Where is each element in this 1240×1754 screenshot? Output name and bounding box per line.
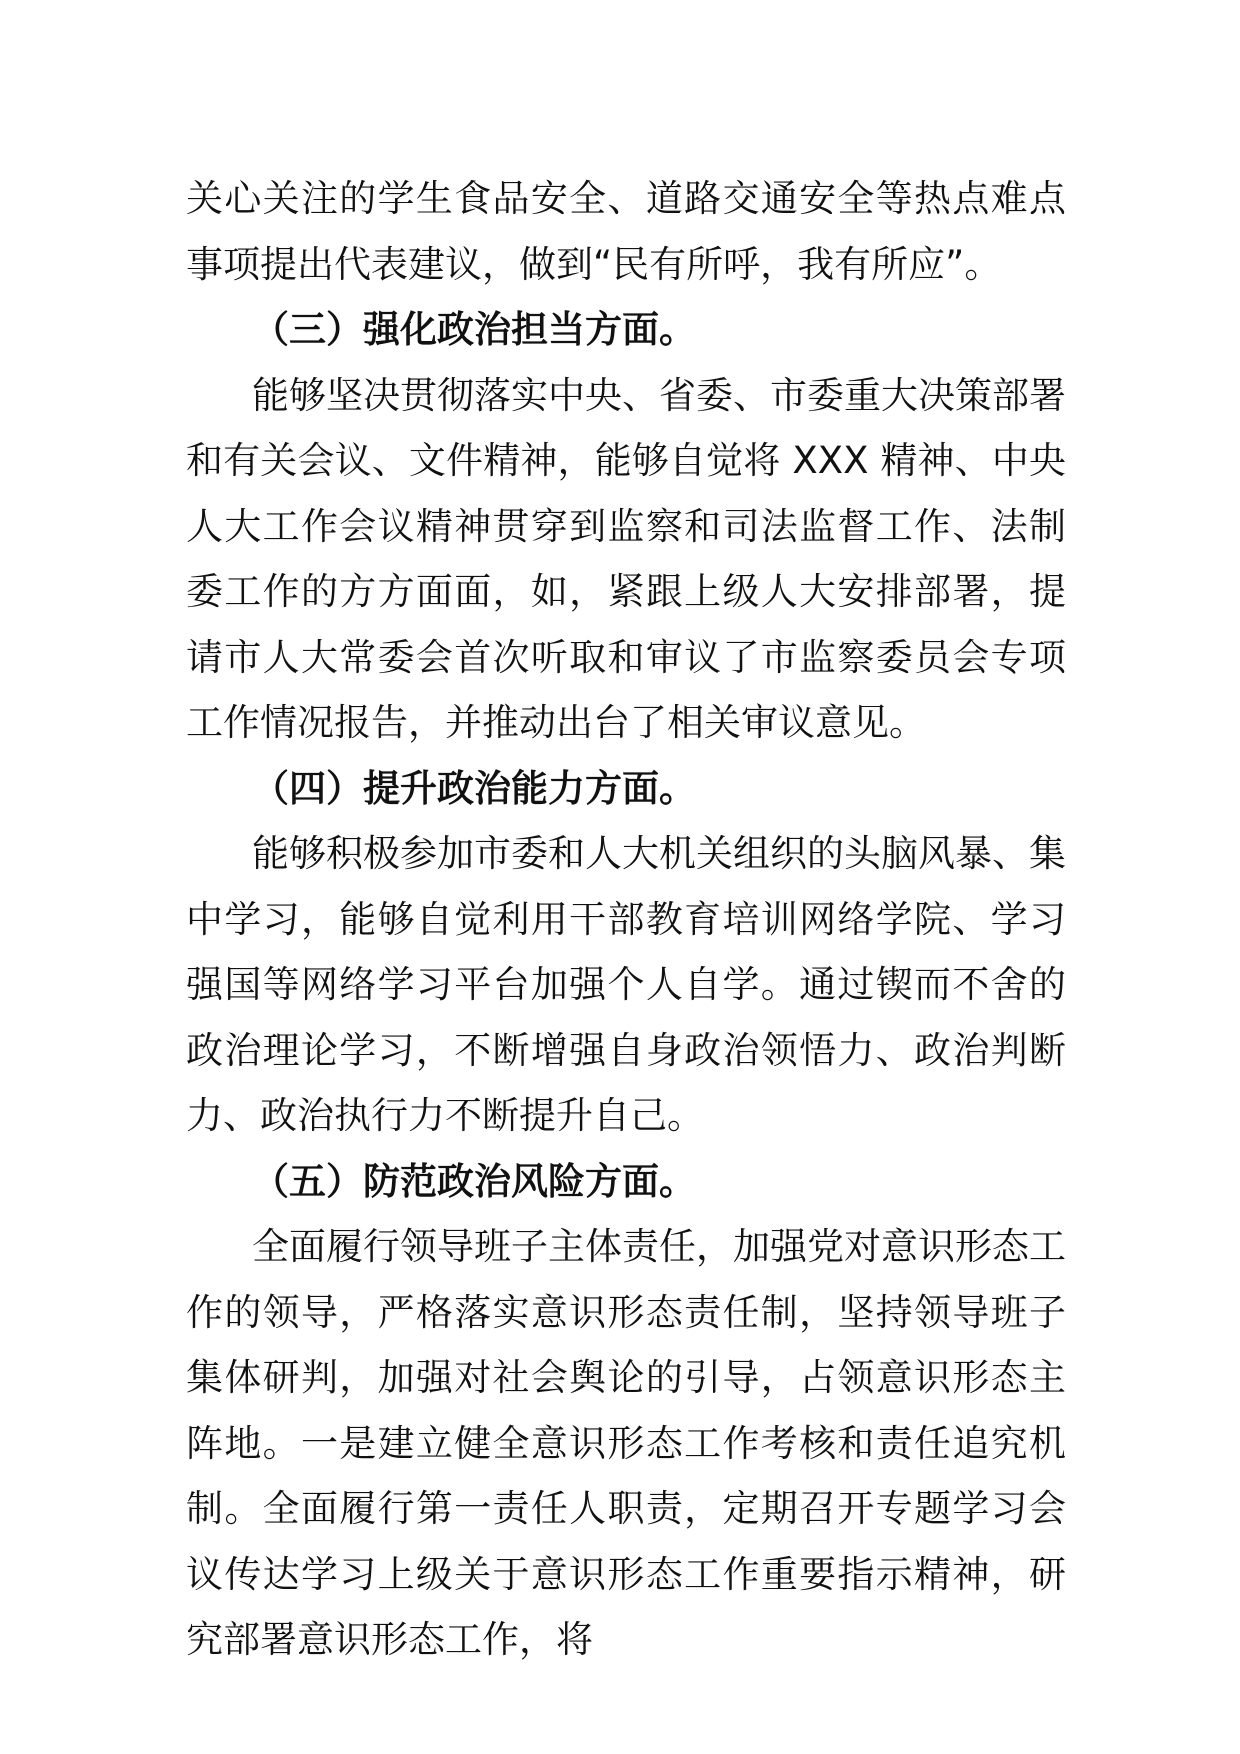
paragraph-political-ability: 能够积极参加市委和人大机关组织的头脑风暴、集中学习，能够自觉利用干部教育培训网络学院、学习强国等网络学习平台加强个人自学。通过锲而不舍的政治理论学习，不断增强自身政治领悟力、政治判断力、政治执行力不断提升自己。 — [186, 832, 1066, 1137]
section-heading-3: （三）强化政治担当方面。 — [252, 308, 696, 351]
paragraph-political-risk: 全面履行领导班子主体责任，加强党对意识形态工作的领导，严格落实意识形态责任制，坚持领导班子集体研判，加强对社会舆论的引导，占领意识形态主阵地。一是建立健全意识形态工作考核和责任追究机制。全面履行第一责任人职责，定期召开专题学习会议传达学习上级关于意识形态工作重要指示精神，研究部署意识形态工作，将 — [186, 1225, 1066, 1661]
section-heading-4: （四）提升政治能力方面。 — [252, 766, 696, 810]
section-heading-5: （五）防范政治风险方面。 — [252, 1159, 696, 1203]
document-body — [186, 166, 1066, 1673]
paragraph-political-responsibility: 能够坚决贯彻落实中央、省委、市委重大决策部署和有关会议、文件精神，能够自觉将 XXX 精神、中央人大工作会议精神贯穿到监察和司法监督工作、法制委工作的方方面面，如，紧跟上级人大安排部署，提请市人大常委会首次听取和审议了市监察委员会专项工作情况报告，并推动出台了相关审议意见。 — [186, 373, 1066, 744]
paragraph-continuation: 关心关注的学生食品安全、道路交通安全等热点难点事项提出代表建议，做到“民有所呼，我有所应”。 — [186, 177, 1066, 286]
